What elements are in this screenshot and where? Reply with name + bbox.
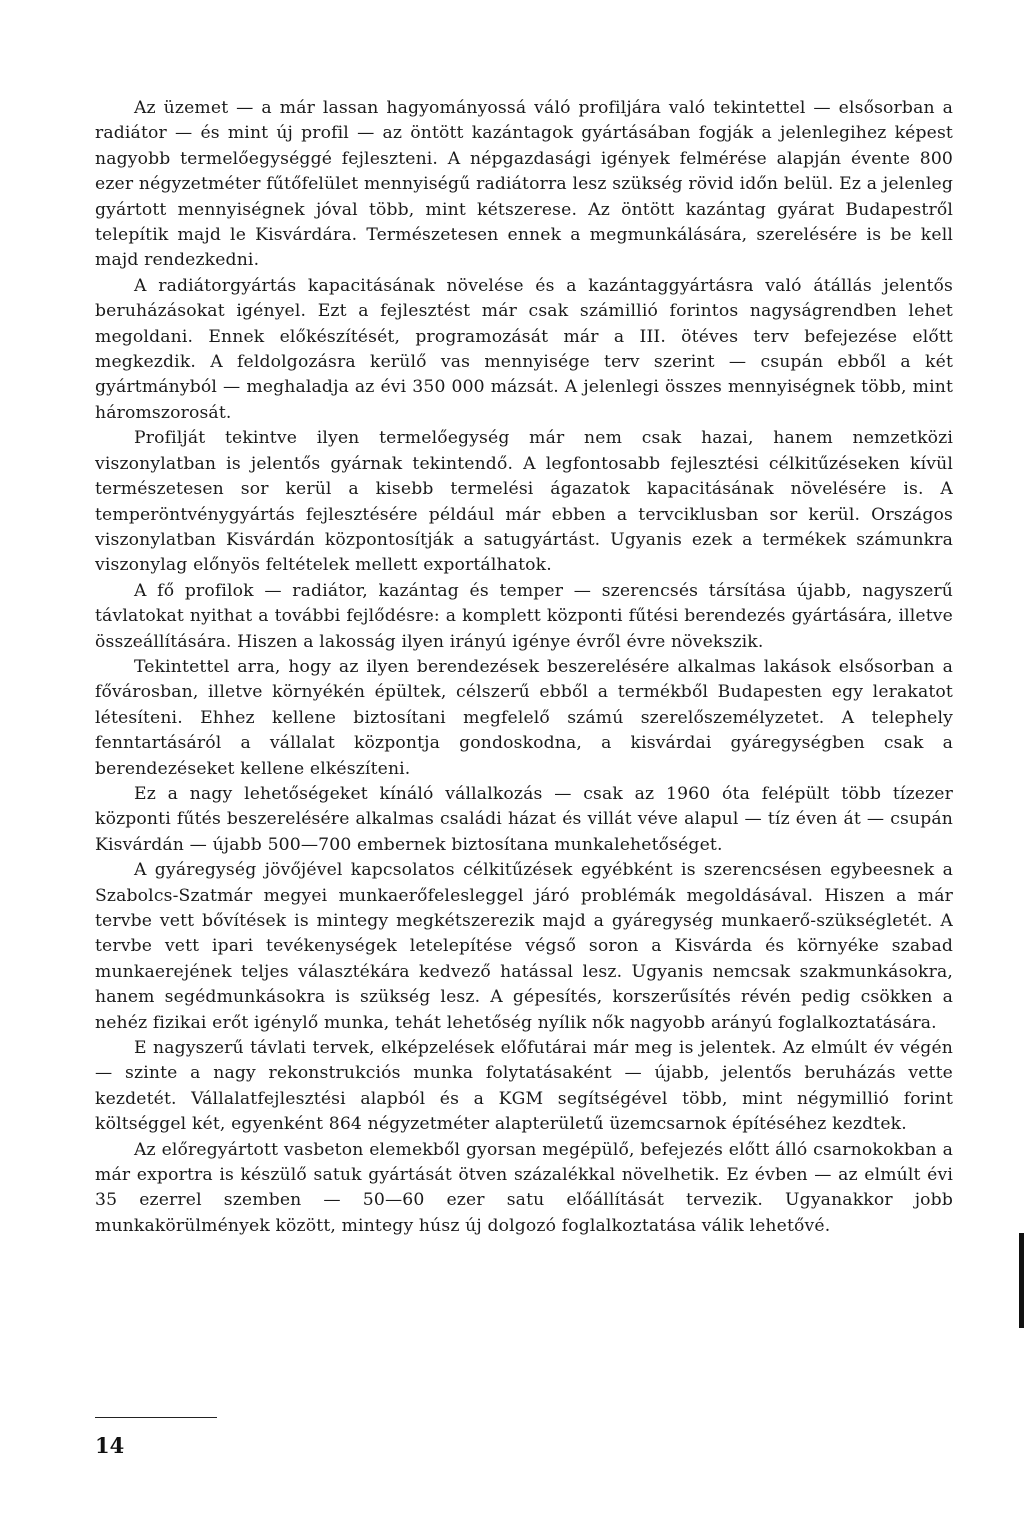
document-body [95,96,953,1239]
paragraph-4: A fő profilok — radiátor, kazántag és temper — szerencsés társítása újabb, nagyszerű távlatokat nyithat a további fejlődésre: a komplett központi fűtési berendezés gyártására, illetve összeállítására. Hiszen a lakosság ilyen irányú igénye évről évre növekszik. [95,580,953,652]
paragraph-2: A radiátorgyártás kapacitásának növelése és a kazántaggyártásra való átállás jelentős beruházásokat igényel. Ezt a fejlesztést már csak számillió forintos nagyságrendben lehet megoldani. Ennek előkészítését, programozását már a III. ötéves terv befejezése előtt megkezdik. A feldolgozásra kerülő vas mennyisége terv szerint — csupán ebből a két gyártmányból — meghaladja az évi 350 000 mázsát. A jelenlegi összes mennyiségnek több, mint háromszorosát. [95,275,953,423]
paragraph-5: Tekintettel arra, hogy az ilyen berendezések beszerelésére alkalmas lakások elsősorban a fővárosban, illetve környékén épültek, célszerű ebből a termékből Budapesten egy lerakatot létesíteni. Ehhez kellene biztosítani megfelelő számú szerelőszemélyzetet. A telephely fenntartásáról a vállalat központja gondoskodna, a kisvárdai gyáregységben csak a berendezéseket kellene elkészíteni. [95,656,953,779]
page-number: 14 [95,1433,125,1458]
paragraph-7: A gyáregység jövőjével kapcsolatos célkitűzések egyébként is szerencsésen egybeesnek a Szabolcs-Szatmár megyei munkaerőfelesleggel járó problémák megoldásával. Hiszen a már tervbe vett bővítések is mintegy megkétszerezik majd a gyáregység munkaerő-szükségletét. A tervbe vett ipari tevékenységek letelepítése végső soron a Kisvárda és környéke szabad munkaerejének teljes választékára kedvező hatással lesz. Ugyanis nemcsak szakmunkásokra, hanem segédmunkásokra is szükség lesz. A gépesítés, korszerűsítés révén pedig csökken a nehéz fizikai erőt igénylő munka, tehát lehetőség nyílik nők nagyobb arányú foglalkoztatására. [95,860,953,1033]
paragraph-8: E nagyszerű távlati tervek, elképzelések előfutárai már meg is jelentek. Az elmúlt év végén — szinte a nagy rekonstrukciós munka folytatásaként — újabb, jelentős beruházás vette kezdetét. Vállalatfejlesztési alapból és a KGM segítségével több, mint négymillió forint költséggel két, egyenként 864 négyzetméter alapterületű üzemcsarnok építéséhez kezdtek. [95,1038,953,1135]
paragraph-1: Az üzemet — a már lassan hagyományossá váló profiljára való tekintettel — elsősorban a radiátor — és mint új profil — az öntött kazántagok gyártásában fogják a jelenlegihez képest nagyobb termelőegységgé fejleszteni. A népgazdasági igények felmérése alapján évente 800 ezer négyzetméter fűtőfelület mennyiségű radiátorra lesz szükség rövid időn belül. Ez a jelenleg gyártott mennyiségnek jóval több, mint kétszerese. Az öntött kazántag gyárat Budapestről telepítik majd le Kisvárdára. Természetesen ennek a megmunkálására, szerelésére is be kell majd rendezkedni. [95,98,953,271]
paragraph-6: Ez a nagy lehetőségeket kínáló vállalkozás — csak az 1960 óta felépült több tízezer központi fűtés beszerelésére alkalmas családi házat és villát véve alapul — tíz éven át — csupán Kisvárdán — újabb 500—700 embernek biztosítana munkalehetőséget. [95,783,953,855]
scan-edge-mark [1019,1233,1024,1328]
footer-rule [95,1417,217,1418]
paragraph-9: Az előregyártott vasbeton elemekből gyorsan megépülő, befejezés előtt álló csarnokokban a már exportra is készülő satuk gyártását ötven százalékkal növelhetik. Ez évben — az elmúlt évi 35 ezerrel szemben — 50—60 ezer satu előállítását tervezik. Ugyanakkor jobb munkakörülmények között, mintegy húsz új dolgozó foglalkoztatása válik lehetővé. [95,1139,953,1236]
paragraph-3: Profilját tekintve ilyen termelőegység már nem csak hazai, hanem nemzetközi viszonylatban is jelentős gyárnak tekintendő. A legfontosabb fejlesztési célkitűzéseken kívül természetesen sor kerül a kisebb termelési ágazatok kapacitásának növelésére is. A temperöntvénygyártás fejlesztésére például már ebben a tervciklusban sor kerül. Országos viszonylatban Kisvárdán központosítják a satugyártást. Ugyanis ezek a termékek számunkra viszonylag előnyös feltételek mellett exportálhatok. [95,428,953,576]
